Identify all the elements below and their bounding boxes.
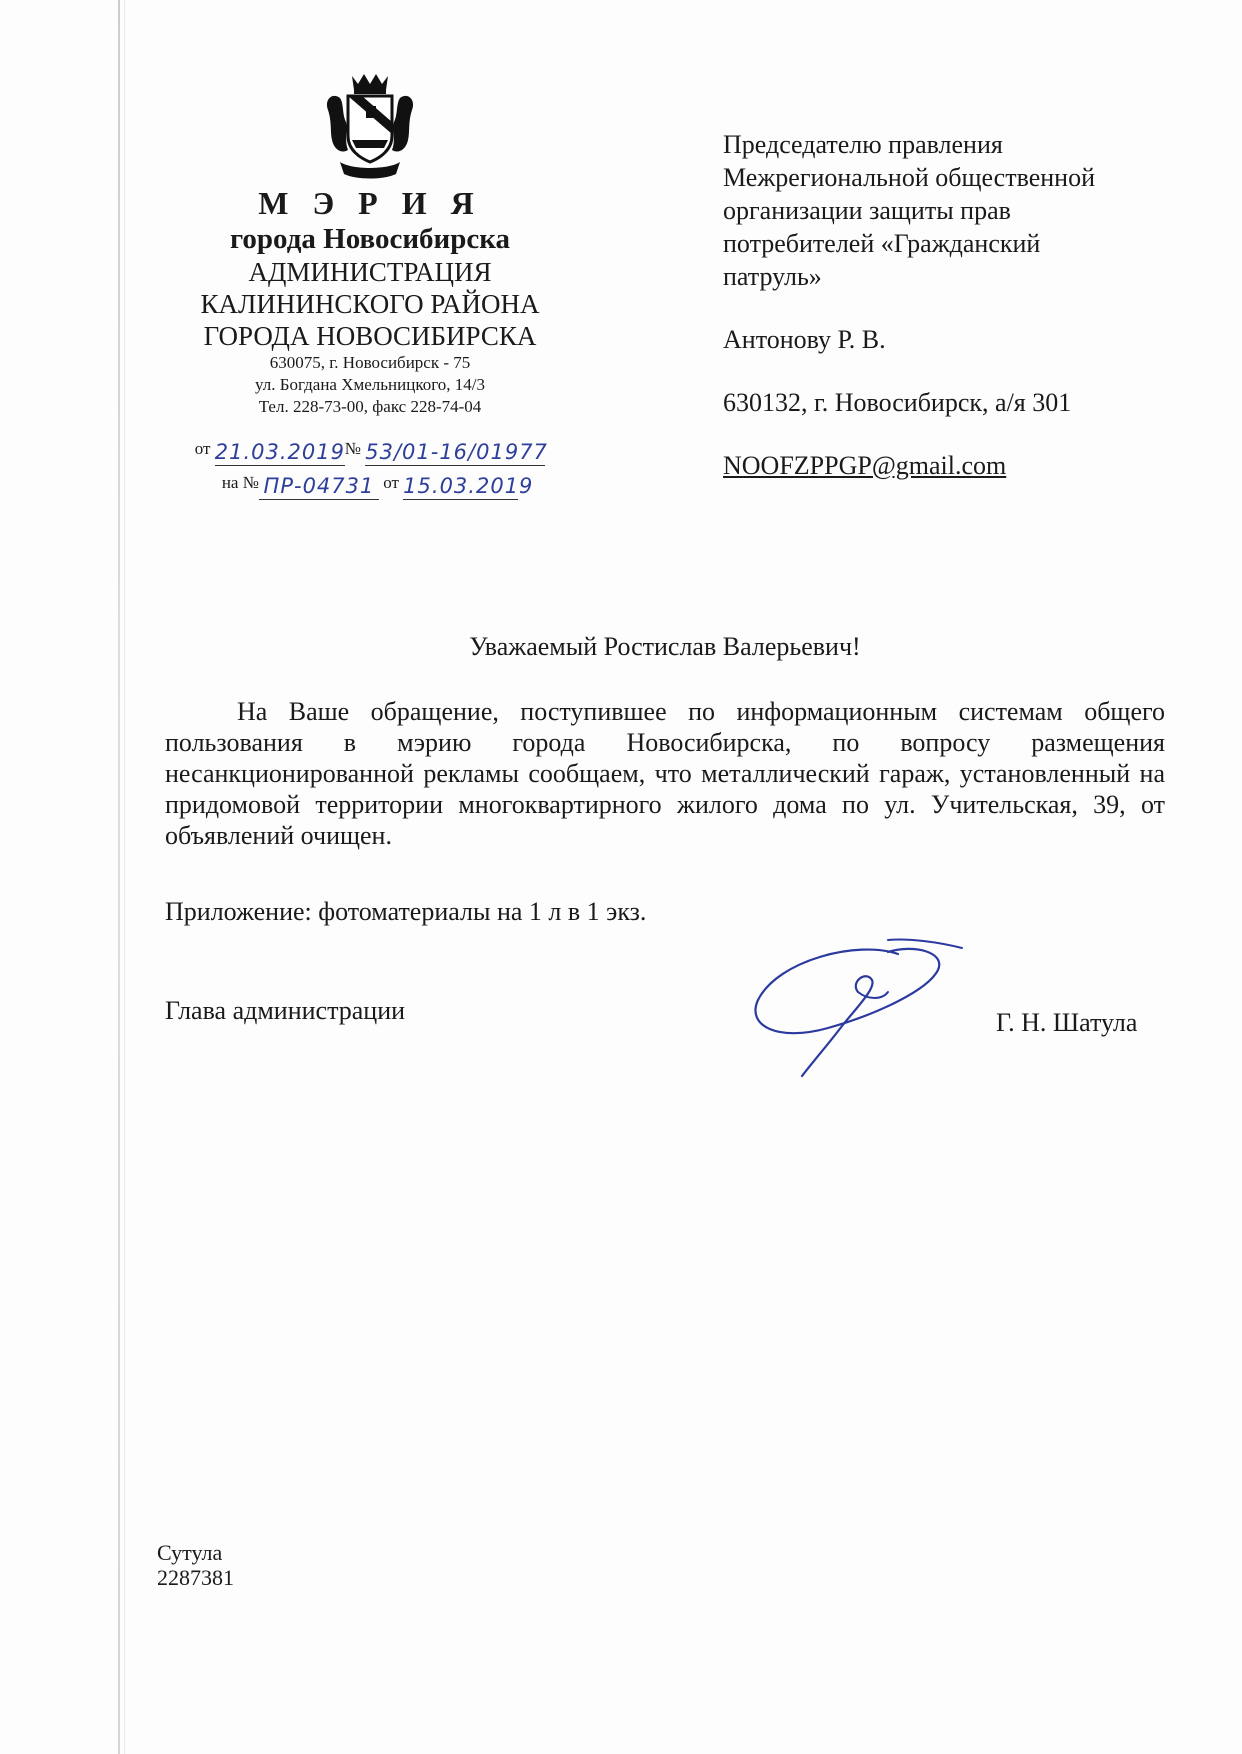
- addressee-postal: 630132, г. Новосибирск, а/я 301: [723, 388, 1072, 417]
- from-label: от: [194, 439, 211, 458]
- signatory-title: Глава администрации: [165, 996, 406, 1025]
- admin-line-1: АДМИНИСТРАЦИЯ: [248, 257, 492, 287]
- addressee-block: [723, 128, 1153, 482]
- number-label: №: [344, 439, 361, 458]
- handwritten-signature-icon: [738, 930, 968, 1080]
- executor-phone: 2287381: [157, 1565, 234, 1590]
- reply-from-label: от: [383, 473, 399, 492]
- executor-name: Сутула: [157, 1540, 223, 1565]
- letter-greeting: Уважаемый Ростислав Валерьевич!: [469, 632, 861, 661]
- addressee-position-line-3: организации защиты прав: [723, 196, 1011, 225]
- registration-number: 53/01-16/01977: [365, 440, 548, 464]
- address-line-2: ул. Богдана Хмельницкого, 14/3: [255, 375, 485, 394]
- scan-edge-line-secondary: [124, 0, 125, 1754]
- reply-row: [170, 466, 570, 500]
- addressee-position-line-2: Межрегиональной общественной: [723, 163, 1095, 192]
- scan-edge-line: [118, 0, 120, 1754]
- admin-line-3: ГОРОДА НОВОСИБИРСКА: [203, 321, 537, 351]
- letter-body: На Ваше обращение, поступившее по информационным системам общего пользования в мэрию города Новосибирска, по вопросу размещения несанкционированной рекламы сообщаем, что металлический гараж, установленный на придомовой территории многоквартирного жилого дома по ул. Учительская, 39, от объявлений очищен.: [165, 697, 1165, 850]
- letterhead: [170, 70, 570, 500]
- executor-block: [157, 1540, 234, 1590]
- reply-date: 15.03.2019: [403, 474, 534, 498]
- addressee-position-line-1: Председателю правления: [723, 130, 1003, 159]
- addressee-position-line-4: потребителей «Гражданский: [723, 229, 1041, 258]
- reply-number: ПР-04731: [259, 473, 379, 500]
- reply-label: на №: [221, 473, 259, 492]
- city-coat-of-arms-icon: [322, 70, 418, 180]
- city-title: города Новосибирска: [229, 223, 511, 255]
- admin-line-2: КАЛИНИНСКОГО РАЙОНА: [200, 289, 540, 319]
- addressee-name: Антонову Р. В.: [723, 325, 886, 354]
- signatory-name: Г. Н. Шатула: [996, 1008, 1138, 1037]
- meria-title: М Э Р И Я: [258, 185, 482, 221]
- registration-row: [170, 432, 570, 466]
- addressee-position-line-5: патруль»: [723, 262, 822, 291]
- letter-attachment: Приложение: фотоматериалы на 1 л в 1 экз.: [165, 897, 647, 926]
- registration-date: 21.03.2019: [214, 440, 345, 464]
- address-line-1: 630075, г. Новосибирск - 75: [269, 353, 471, 372]
- address-line-3: Тел. 228-73-00, факс 228-74-04: [258, 397, 482, 416]
- addressee-email[interactable]: NOOFZPPGP@gmail.com: [723, 451, 1007, 480]
